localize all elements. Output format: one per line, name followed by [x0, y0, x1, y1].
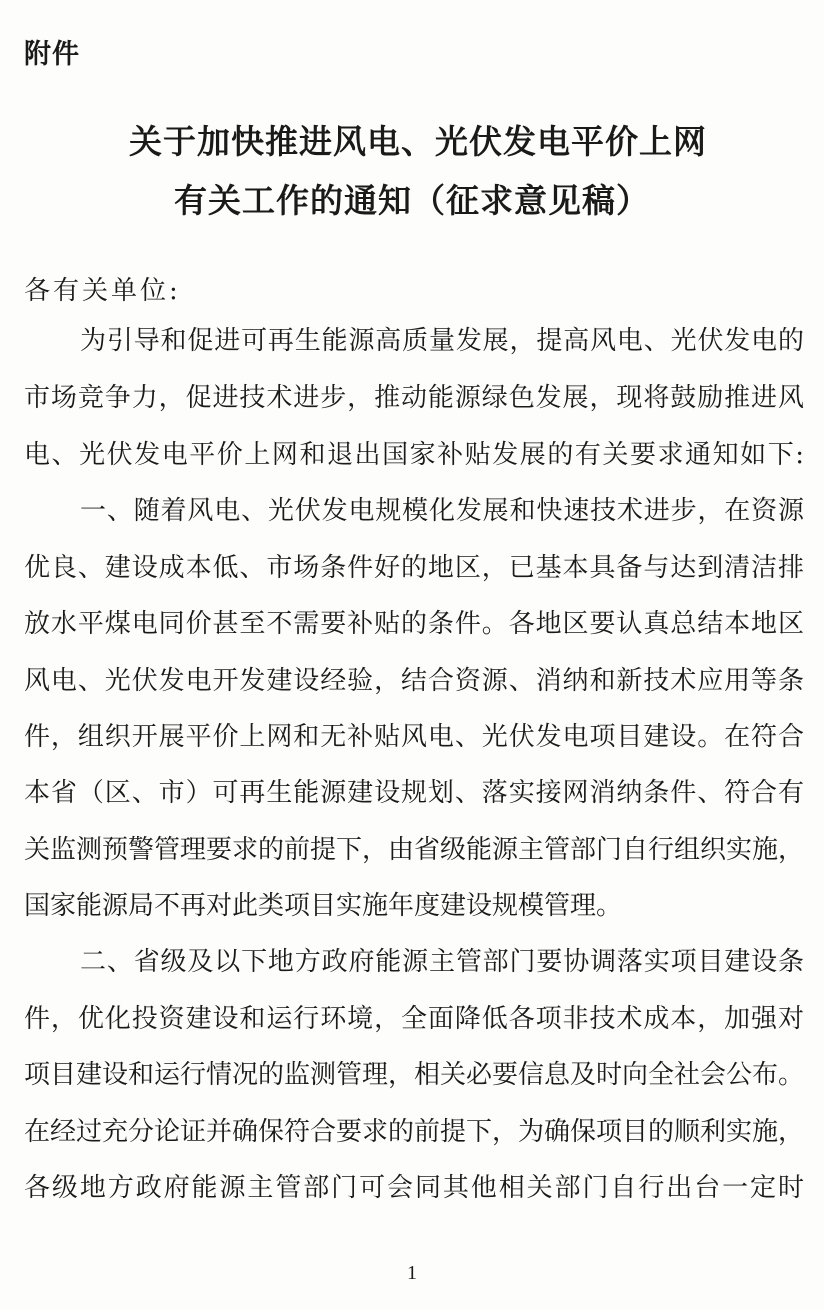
greeting: 各有关单位:	[24, 276, 181, 306]
body-line: 放水平煤电同价甚至不需要补贴的条件。各地区要认真总结本地区	[24, 609, 804, 639]
document-title-line-2: 有关工作的通知（征求意见稿）	[174, 181, 650, 220]
body-line: 二、省级及以下地方政府能源主管部门要协调落实项目建设条	[80, 947, 804, 977]
body-line: 国家能源局不再对此类项目实施年度建设规模管理。	[24, 891, 623, 921]
body-line: 风电、光伏发电开发建设经验，结合资源、消纳和新技术应用等条	[24, 666, 804, 696]
body-line: 件，优化投资建设和运行环境，全面降低各项非技术成本，加强对	[24, 1004, 804, 1034]
body-line: 各级地方政府能源主管部门可会同其他相关部门自行出台一定时	[24, 1173, 804, 1203]
body-line: 一、随着风电、光伏发电规模化发展和快速技术进步，在资源	[80, 496, 804, 526]
document-title-line-1: 关于加快推进风电、光伏发电平价上网	[129, 122, 707, 161]
body-line: 项目建设和运行情况的监测管理，相关必要信息及时向全社会公布。	[24, 1060, 804, 1090]
body-line: 为引导和促进可再生能源高质量发展，提高风电、光伏发电的	[80, 326, 804, 356]
body-line: 件，组织开展平价上网和无补贴风电、光伏发电项目建设。在符合	[24, 722, 804, 752]
body-line: 市场竞争力，促进技术进步，推动能源绿色发展，现将鼓励推进风	[24, 383, 804, 413]
body-line: 优良、建设成本低、市场条件好的地区，已基本具备与达到清洁排	[24, 553, 804, 583]
attachment-label: 附件	[24, 39, 80, 70]
body-line: 在经过充分论证并确保符合要求的前提下，为确保项目的顺利实施，	[24, 1117, 804, 1147]
body-line: 关监测预警管理要求的前提下，由省级能源主管部门自行组织实施，	[24, 835, 804, 865]
page-number: 1	[407, 1262, 417, 1284]
body-line: 本省（区、市）可再生能源建设规划、落实接网消纳条件、符合有	[24, 778, 804, 808]
body-line: 电、光伏发电平价上网和退出国家补贴发展的有关要求通知如下:	[24, 440, 804, 470]
